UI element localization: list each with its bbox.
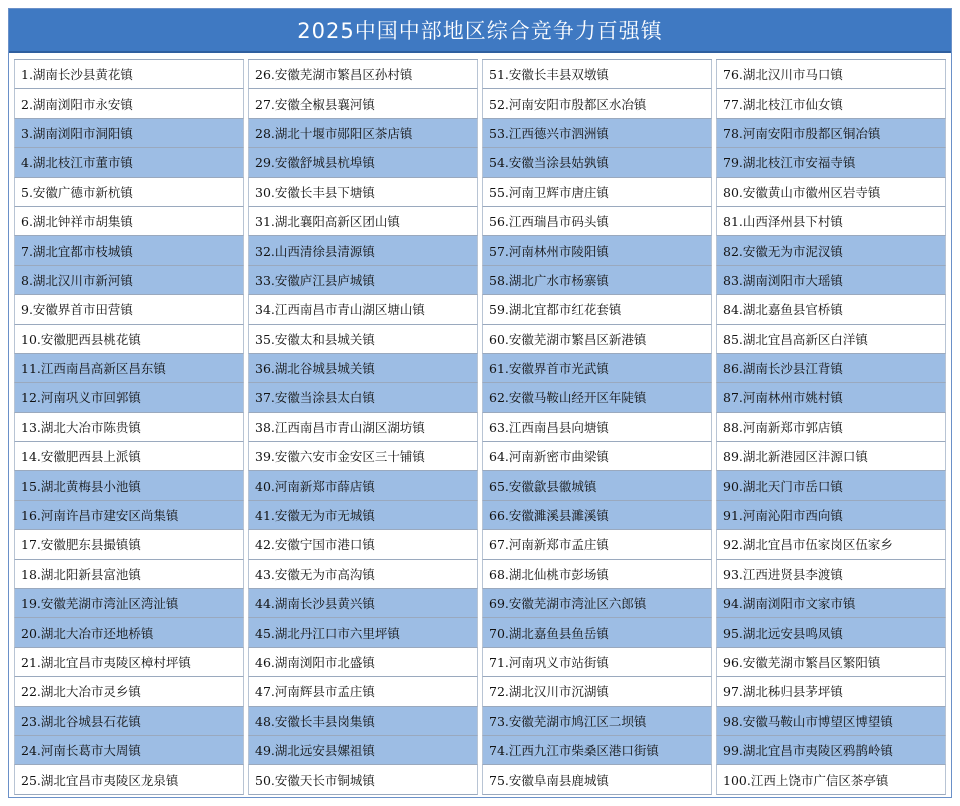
ranking-item: 54.安徽当涂县姑孰镇 — [482, 148, 712, 177]
ranking-item: 82.安徽无为市泥汊镇 — [716, 236, 946, 265]
town-ranking-grid — [14, 59, 946, 795]
ranking-item: 46.湖南浏阳市北盛镇 — [248, 648, 478, 677]
ranking-item: 94.湖南浏阳市文家市镇 — [716, 589, 946, 618]
page-title: 2025中国中部地区综合竞争力百强镇 — [297, 19, 663, 43]
ranking-item: 70.湖北嘉鱼县鱼岳镇 — [482, 618, 712, 647]
ranking-column — [482, 59, 712, 795]
ranking-column — [14, 59, 244, 795]
ranking-item: 52.河南安阳市殷都区水冶镇 — [482, 89, 712, 118]
ranking-item: 5.安徽广德市新杭镇 — [14, 178, 244, 207]
ranking-item: 73.安徽芜湖市鸠江区二坝镇 — [482, 707, 712, 736]
ranking-item: 19.安徽芜湖市湾沚区湾沚镇 — [14, 589, 244, 618]
ranking-item: 37.安徽当涂县太白镇 — [248, 383, 478, 412]
ranking-item: 20.湖北大冶市还地桥镇 — [14, 618, 244, 647]
ranking-item: 78.河南安阳市殷都区铜冶镇 — [716, 119, 946, 148]
ranking-item: 24.河南长葛市大周镇 — [14, 736, 244, 765]
ranking-item: 43.安徽无为市高沟镇 — [248, 560, 478, 589]
ranking-item: 89.湖北新港园区沣源口镇 — [716, 442, 946, 471]
ranking-item: 32.山西清徐县清源镇 — [248, 236, 478, 265]
ranking-item: 64.河南新密市曲梁镇 — [482, 442, 712, 471]
ranking-item: 29.安徽舒城县杭埠镇 — [248, 148, 478, 177]
ranking-item: 12.河南巩义市回郭镇 — [14, 383, 244, 412]
ranking-item: 90.湖北天门市岳口镇 — [716, 471, 946, 500]
ranking-item: 58.湖北广水市杨寨镇 — [482, 266, 712, 295]
table-frame — [8, 8, 952, 798]
ranking-item: 35.安徽太和县城关镇 — [248, 325, 478, 354]
ranking-item: 93.江西进贤县李渡镇 — [716, 560, 946, 589]
ranking-item: 76.湖北汉川市马口镇 — [716, 60, 946, 89]
ranking-item: 99.湖北宜昌市夷陵区鸦鹊岭镇 — [716, 736, 946, 765]
ranking-item: 85.湖北宜昌高新区白洋镇 — [716, 325, 946, 354]
ranking-item: 47.河南辉县市孟庄镇 — [248, 677, 478, 706]
ranking-item: 61.安徽界首市光武镇 — [482, 354, 712, 383]
ranking-item: 44.湖南长沙县黄兴镇 — [248, 589, 478, 618]
ranking-item: 13.湖北大冶市陈贵镇 — [14, 413, 244, 442]
ranking-item: 30.安徽长丰县下塘镇 — [248, 178, 478, 207]
ranking-item: 81.山西泽州县下村镇 — [716, 207, 946, 236]
ranking-item: 39.安徽六安市金安区三十铺镇 — [248, 442, 478, 471]
ranking-item: 49.湖北远安县嫘祖镇 — [248, 736, 478, 765]
ranking-item: 7.湖北宜都市枝城镇 — [14, 236, 244, 265]
ranking-item: 15.湖北黄梅县小池镇 — [14, 471, 244, 500]
ranking-item: 53.江西德兴市泗洲镇 — [482, 119, 712, 148]
ranking-item: 41.安徽无为市无城镇 — [248, 501, 478, 530]
ranking-item: 63.江西南昌县向塘镇 — [482, 413, 712, 442]
ranking-item: 56.江西瑞昌市码头镇 — [482, 207, 712, 236]
ranking-item: 66.安徽濉溪县濉溪镇 — [482, 501, 712, 530]
ranking-item: 23.湖北谷城县石花镇 — [14, 707, 244, 736]
ranking-item: 83.湖南浏阳市大瑶镇 — [716, 266, 946, 295]
ranking-item: 68.湖北仙桃市彭场镇 — [482, 560, 712, 589]
ranking-item: 18.湖北阳新县富池镇 — [14, 560, 244, 589]
ranking-item: 67.河南新郑市孟庄镇 — [482, 530, 712, 559]
ranking-item: 79.湖北枝江市安福寺镇 — [716, 148, 946, 177]
ranking-item: 86.湖南长沙县江背镇 — [716, 354, 946, 383]
ranking-item: 21.湖北宜昌市夷陵区樟村坪镇 — [14, 648, 244, 677]
ranking-item: 55.河南卫辉市唐庄镇 — [482, 178, 712, 207]
ranking-item: 38.江西南昌市青山湖区湖坊镇 — [248, 413, 478, 442]
ranking-item: 36.湖北谷城县城关镇 — [248, 354, 478, 383]
ranking-item: 34.江西南昌市青山湖区塘山镇 — [248, 295, 478, 324]
ranking-item: 2.湖南浏阳市永安镇 — [14, 89, 244, 118]
ranking-item: 100.江西上饶市广信区茶亭镇 — [716, 765, 946, 794]
ranking-item: 69.安徽芜湖市湾沚区六郎镇 — [482, 589, 712, 618]
ranking-item: 87.河南林州市姚村镇 — [716, 383, 946, 412]
ranking-item: 17.安徽肥东县撮镇镇 — [14, 530, 244, 559]
ranking-item: 74.江西九江市柴桑区港口街镇 — [482, 736, 712, 765]
ranking-item: 4.湖北枝江市董市镇 — [14, 148, 244, 177]
ranking-item: 42.安徽宁国市港口镇 — [248, 530, 478, 559]
ranking-item: 6.湖北钟祥市胡集镇 — [14, 207, 244, 236]
ranking-item: 97.湖北秭归县茅坪镇 — [716, 677, 946, 706]
ranking-item: 98.安徽马鞍山市博望区博望镇 — [716, 707, 946, 736]
ranking-item: 8.湖北汉川市新河镇 — [14, 266, 244, 295]
ranking-item: 28.湖北十堰市郧阳区茶店镇 — [248, 119, 478, 148]
ranking-item: 45.湖北丹江口市六里坪镇 — [248, 618, 478, 647]
ranking-item: 27.安徽全椒县襄河镇 — [248, 89, 478, 118]
ranking-item: 11.江西南昌高新区昌东镇 — [14, 354, 244, 383]
ranking-item: 72.湖北汉川市沉湖镇 — [482, 677, 712, 706]
ranking-item: 22.湖北大冶市灵乡镇 — [14, 677, 244, 706]
ranking-item: 65.安徽歙县徽城镇 — [482, 471, 712, 500]
ranking-item: 95.湖北远安县鸣凤镇 — [716, 618, 946, 647]
ranking-item: 14.安徽肥西县上派镇 — [14, 442, 244, 471]
ranking-item: 26.安徽芜湖市繁昌区孙村镇 — [248, 60, 478, 89]
ranking-item: 50.安徽天长市铜城镇 — [248, 765, 478, 794]
ranking-item: 57.河南林州市陵阳镇 — [482, 236, 712, 265]
ranking-item: 60.安徽芜湖市繁昌区新港镇 — [482, 325, 712, 354]
ranking-item: 92.湖北宜昌市伍家岗区伍家乡 — [716, 530, 946, 559]
ranking-item: 96.安徽芜湖市繁昌区繁阳镇 — [716, 648, 946, 677]
ranking-item: 71.河南巩义市站街镇 — [482, 648, 712, 677]
ranking-item: 80.安徽黄山市徽州区岩寺镇 — [716, 178, 946, 207]
ranking-item: 9.安徽界首市田营镇 — [14, 295, 244, 324]
ranking-item: 25.湖北宜昌市夷陵区龙泉镇 — [14, 765, 244, 794]
ranking-item: 75.安徽阜南县鹿城镇 — [482, 765, 712, 794]
ranking-item: 31.湖北襄阳高新区团山镇 — [248, 207, 478, 236]
ranking-item: 62.安徽马鞍山经开区年陡镇 — [482, 383, 712, 412]
ranking-item: 3.湖南浏阳市洞阳镇 — [14, 119, 244, 148]
ranking-item: 77.湖北枝江市仙女镇 — [716, 89, 946, 118]
ranking-item: 33.安徽庐江县庐城镇 — [248, 266, 478, 295]
ranking-column — [248, 59, 478, 795]
ranking-item: 48.安徽长丰县岗集镇 — [248, 707, 478, 736]
ranking-item: 84.湖北嘉鱼县官桥镇 — [716, 295, 946, 324]
ranking-column — [716, 59, 946, 795]
ranking-item: 88.河南新郑市郭店镇 — [716, 413, 946, 442]
ranking-item: 51.安徽长丰县双墩镇 — [482, 60, 712, 89]
ranking-item: 59.湖北宜都市红花套镇 — [482, 295, 712, 324]
ranking-item: 91.河南沁阳市西向镇 — [716, 501, 946, 530]
ranking-item: 40.河南新郑市薛店镇 — [248, 471, 478, 500]
title-bar — [9, 9, 951, 53]
ranking-item: 16.河南许昌市建安区尚集镇 — [14, 501, 244, 530]
ranking-item: 1.湖南长沙县黄花镇 — [14, 60, 244, 89]
ranking-item: 10.安徽肥西县桃花镇 — [14, 325, 244, 354]
